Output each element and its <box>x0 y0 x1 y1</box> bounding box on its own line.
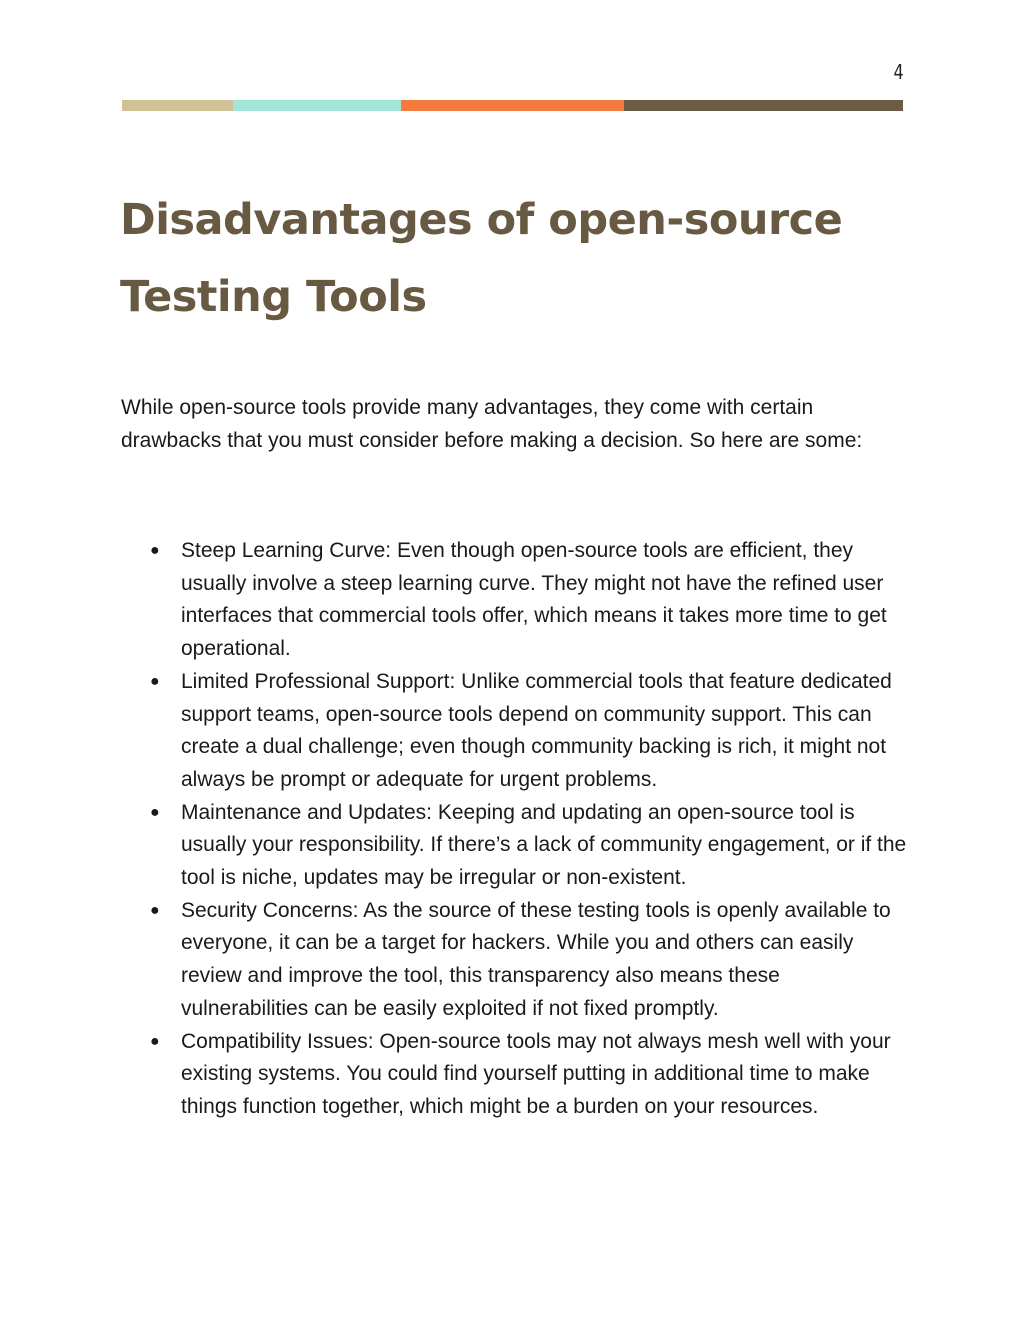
bullet-icon: ● <box>150 901 160 919</box>
accent-segment-4 <box>624 100 903 111</box>
list-item <box>150 666 910 797</box>
intro-paragraph: While open-source tools provide many advantages, they come with certain drawbacks that you must consider before making a decision. So here are some: <box>121 396 863 452</box>
list-item <box>150 1026 910 1124</box>
disadvantages-list <box>150 535 910 1124</box>
bullet-icon: ● <box>150 542 160 559</box>
bullet-icon: ● <box>150 672 160 690</box>
list-item <box>150 895 910 1026</box>
page-title: Disadvantages of open-source Testing Tools <box>120 195 843 322</box>
list-item-text: Limited Professional Support: Unlike commercial tools that feature dedicated support teams, open-source tools depend on community support. This can create a dual challenge; even though community backing is rich, it might not always be prompt or adequate for urgent problems. <box>181 669 892 791</box>
page-number: 4 <box>893 60 904 84</box>
list-item-text: Security Concerns: As the source of these testing tools is openly available to everyone, it can be a target for hackers. While you and others can easily review and improve the tool, this transparency also means these vulnerabilities can be easily exploited if not fixed promptly. <box>181 898 891 1020</box>
accent-segment-3 <box>401 100 624 111</box>
bullet-icon: ● <box>150 1032 160 1050</box>
list-item <box>150 535 910 666</box>
accent-segment-1 <box>122 100 233 111</box>
bullet-icon: ● <box>150 803 160 821</box>
accent-color-bar <box>122 100 903 111</box>
list-item-text: Maintenance and Updates: Keeping and updating an open-source tool is usually your responsibility. If there’s a lack of community engagement, or if the tool is niche, updates may be irregular or non-existent. <box>181 800 907 890</box>
list-item-text: Steep Learning Curve: Even though open-source tools are efficient, they usually involve a steep learning curve. They might not have the refined user interfaces that commercial tools offer, which means it takes more time to get operational. <box>181 539 887 661</box>
list-item <box>150 797 910 895</box>
accent-segment-2 <box>233 100 401 111</box>
list-item-text: Compatibility Issues: Open-source tools may not always mesh well with your existing systems. You could find yourself putting in additional time to make things function together, which might be a burden on your resources. <box>181 1029 891 1118</box>
